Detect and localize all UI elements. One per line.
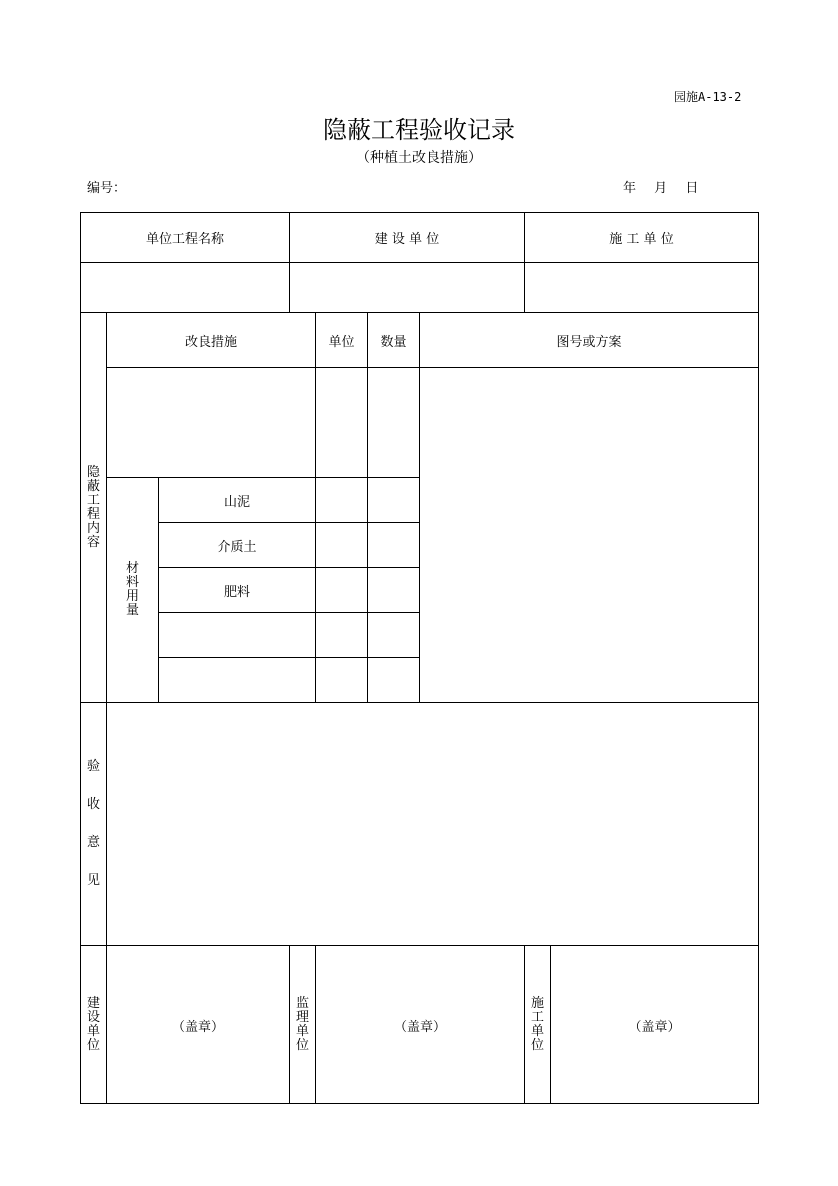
label-char: 收 [86, 797, 100, 812]
label-char: 见 [86, 873, 100, 888]
construction-unit-seal: （盖章） [171, 1019, 224, 1035]
label-char: 位 [295, 1038, 309, 1053]
drawing-column-header: 图号或方案 [556, 334, 622, 350]
hidden-content-label [81, 313, 106, 702]
page-subtitle: （种植土改良措施） [356, 150, 482, 166]
material-row-5 [159, 658, 315, 702]
label-char: 位 [530, 1038, 544, 1053]
builder-unit-header: 施 工 单 位 [609, 232, 674, 247]
supervision-unit-seal: （盖章） [393, 1019, 446, 1035]
label-char: 施 [530, 996, 544, 1011]
label-char: 单 [295, 1024, 309, 1039]
acceptance-opinion-cell[interactable] [107, 703, 758, 945]
label-char: 内 [86, 520, 100, 536]
label-char: 量 [125, 603, 139, 618]
page-title: 隐蔽工程验收记录 [323, 116, 515, 144]
quantity-column-header: 数量 [380, 334, 407, 350]
label-char: 用 [125, 589, 139, 604]
label-char: 工 [530, 1010, 544, 1025]
label-char: 容 [86, 534, 100, 550]
date-day-label: 日 [685, 181, 699, 196]
label-char: 监 [295, 996, 309, 1011]
date-month-label: 月 [654, 181, 668, 196]
material-usage-label [107, 478, 158, 702]
label-char: 意 [86, 835, 100, 850]
construction-unit-header: 建 设 单 位 [374, 232, 440, 247]
supervision-unit-signature-label [290, 946, 315, 1104]
builder-unit-signature-label [525, 946, 550, 1104]
unit-column-header: 单位 [328, 334, 355, 350]
material-row-2: 介质土 [217, 539, 257, 555]
project-name-header: 单位工程名称 [145, 232, 224, 247]
material-row-1: 山泥 [223, 494, 250, 510]
label-char: 单 [530, 1024, 544, 1039]
label-char: 工 [86, 492, 100, 508]
builder-unit-seal: （盖章） [628, 1019, 681, 1035]
construction-unit-value[interactable] [290, 263, 524, 312]
label-char: 设 [86, 1010, 100, 1025]
label-char: 料 [125, 575, 139, 590]
label-char: 建 [86, 996, 100, 1011]
label-char: 隐 [86, 464, 100, 480]
label-char: 验 [86, 759, 100, 774]
label-char: 蔽 [86, 478, 100, 494]
project-name-value[interactable] [81, 263, 289, 312]
acceptance-opinion-label [81, 703, 106, 945]
serial-number-label: 编号： [87, 181, 127, 196]
form-code: 园施A-13-2 [674, 90, 742, 104]
measure-column-header: 改良措施 [184, 334, 237, 350]
label-char: 理 [295, 1010, 309, 1025]
material-row-3: 肥料 [223, 584, 250, 600]
label-char: 位 [86, 1038, 100, 1053]
label-char: 单 [86, 1024, 100, 1039]
drawing-content-cell[interactable] [420, 368, 758, 702]
construction-unit-signature-label [81, 946, 106, 1104]
builder-unit-value[interactable] [525, 263, 758, 312]
material-row-4 [159, 613, 315, 657]
label-char: 材 [125, 561, 139, 576]
measure-content-cell[interactable] [107, 368, 315, 477]
date-year-label: 年 [623, 181, 637, 196]
label-char: 程 [86, 506, 100, 522]
